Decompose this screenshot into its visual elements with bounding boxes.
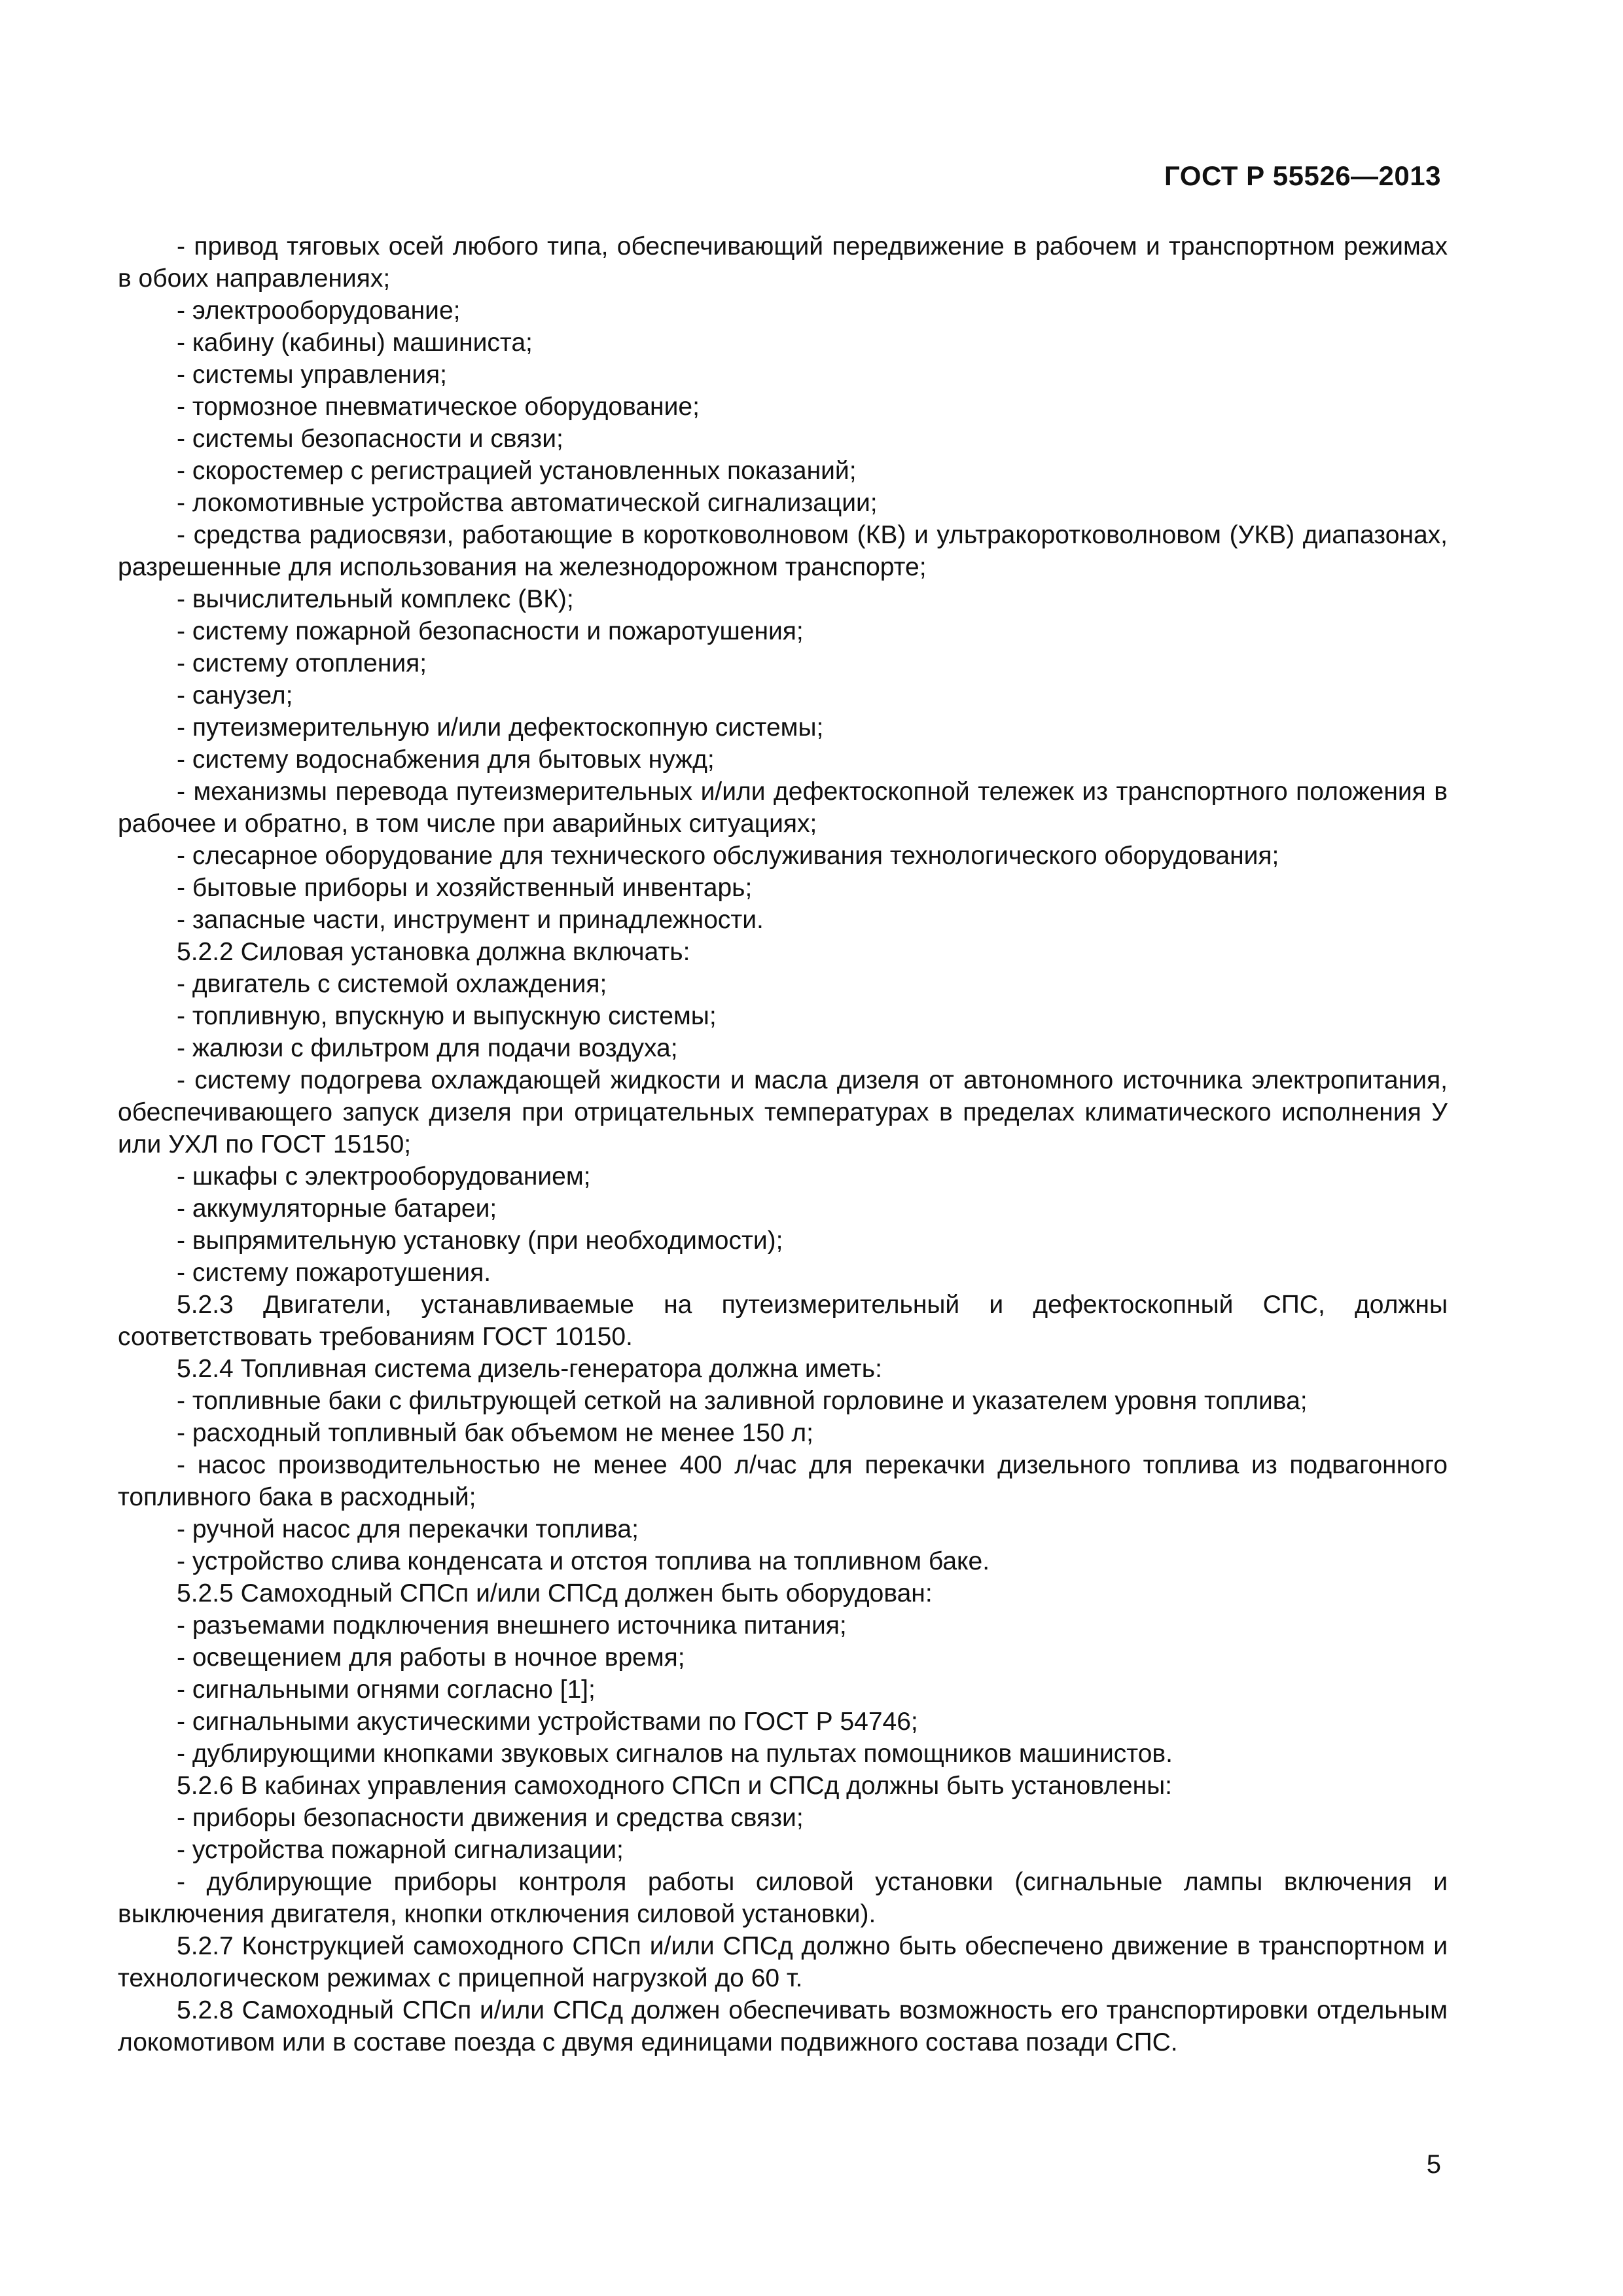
document-body <box>118 230 1448 2058</box>
section-heading: 5.2.6 В кабинах управления самоходного СПСп и СПСд должны быть установлены: <box>177 1772 1172 1800</box>
paragraph: - шкафы с электрооборудованием; <box>177 1162 591 1191</box>
paragraph: - жалюзи с фильтром для подачи воздуха; <box>177 1034 678 1062</box>
paragraph: - двигатель с системой охлаждения; <box>177 970 607 998</box>
paragraph: - системы управления; <box>177 361 447 389</box>
paragraph: - средства радиосвязи, работающие в коротковолновом (КВ) и ультракоротковолновом (УКВ) диапазонах, разрешенные для использования на железнодорожном транспорте; <box>118 521 1448 581</box>
paragraph: - ручной насос для перекачки топлива; <box>177 1515 639 1543</box>
standard-id-header: ГОСТ Р 55526—2013 <box>1164 160 1441 191</box>
paragraph: - санузел; <box>177 681 293 709</box>
section-heading: 5.2.5 Самоходный СПСп и/или СПСд должен быть оборудован: <box>177 1579 933 1607</box>
paragraph: - устройства пожарной сигнализации; <box>177 1836 624 1864</box>
paragraph: - систему пожарной безопасности и пожаротушения; <box>177 617 804 645</box>
paragraph: - систему пожаротушения. <box>177 1259 491 1287</box>
paragraph: - выпрямительную установку (при необходимости); <box>177 1227 783 1255</box>
paragraph: - слесарное оборудование для технического обслуживания технологического оборудования; <box>177 842 1279 870</box>
page-number: 5 <box>1426 2150 1441 2179</box>
section-heading: 5.2.8 Самоходный СПСп и/или СПСд должен обеспечивать возможность его транспортировки отдельным локомотивом или в составе поезда с двумя единицами подвижного состава позади СПС. <box>118 1996 1448 2056</box>
paragraph: - кабину (кабины) машиниста; <box>177 329 533 357</box>
section-heading: 5.2.4 Топливная система дизель-генератора должна иметь: <box>177 1355 882 1383</box>
paragraph: - электрооборудование; <box>177 296 461 325</box>
paragraph: - запасные части, инструмент и принадлежности. <box>177 906 764 934</box>
paragraph: - аккумуляторные батареи; <box>177 1194 497 1223</box>
paragraph: - сигнальными акустическими устройствами по ГОСТ Р 54746; <box>177 1708 918 1736</box>
paragraph: - вычислительный комплекс (ВК); <box>177 585 574 613</box>
paragraph: - тормозное пневматическое оборудование; <box>177 393 700 421</box>
section-heading: 5.2.3 Двигатели, устанавливаемые на путеизмерительный и дефектоскопный СПС, должны соответствовать требованиям ГОСТ 10150. <box>118 1291 1448 1351</box>
paragraph: - системы безопасности и связи; <box>177 425 563 453</box>
paragraph: - топливные баки с фильтрующей сеткой на заливной горловине и указателем уровня топлива; <box>177 1387 1308 1415</box>
section-heading: 5.2.7 Конструкцией самоходного СПСп и/или СПСд должно быть обеспечено движение в транспортном и технологическом режимах с прицепной нагрузкой до 60 т. <box>118 1932 1448 1992</box>
paragraph: - дублирующими кнопками звуковых сигналов на пультах помощников машинистов. <box>177 1740 1173 1768</box>
paragraph: - разъемами подключения внешнего источника питания; <box>177 1611 847 1640</box>
paragraph: - систему водоснабжения для бытовых нужд; <box>177 745 715 774</box>
paragraph: - приборы безопасности движения и средства связи; <box>177 1804 804 1832</box>
paragraph: - локомотивные устройства автоматической сигнализации; <box>177 489 878 517</box>
paragraph: - привод тяговых осей любого типа, обеспечивающий передвижение в рабочем и транспортном режимах в обоих направлениях; <box>118 232 1448 293</box>
paragraph: - топливную, впускную и выпускную системы; <box>177 1002 717 1030</box>
paragraph: - освещением для работы в ночное время; <box>177 1643 685 1672</box>
paragraph: - скоростемер с регистрацией установленных показаний; <box>177 457 857 485</box>
paragraph: - бытовые приборы и хозяйственный инвентарь; <box>177 874 753 902</box>
paragraph: - путеизмерительную и/или дефектоскопную системы; <box>177 713 824 742</box>
paragraph: - расходный топливный бак объемом не менее 150 л; <box>177 1419 814 1447</box>
section-heading: 5.2.2 Силовая установка должна включать: <box>177 938 690 966</box>
paragraph: - насос производительностью не менее 400 л/час для перекачки дизельного топлива из подвагонного топливного бака в расходный; <box>118 1451 1448 1511</box>
paragraph: - дублирующие приборы контроля работы силовой установки (сигнальные лампы включения и выключения двигателя, кнопки отключения силовой установки). <box>118 1868 1448 1928</box>
paragraph: - механизмы перевода путеизмерительных и/или дефектоскопной тележек из транспортного положения в рабочее и обратно, в том числе при аварийных ситуациях; <box>118 778 1448 838</box>
paragraph: - устройство слива конденсата и отстоя топлива на топливном баке. <box>177 1547 990 1575</box>
paragraph: - систему отопления; <box>177 649 427 677</box>
paragraph: - систему подогрева охлаждающей жидкости и масла дизеля от автономного источника электропитания, обеспечивающего запуск дизеля при отрицательных температурах в пределах климатического исполнения У или УХЛ по ГОСТ 15150; <box>118 1066 1448 1158</box>
paragraph: - сигнальными огнями согласно [1]; <box>177 1676 596 1704</box>
